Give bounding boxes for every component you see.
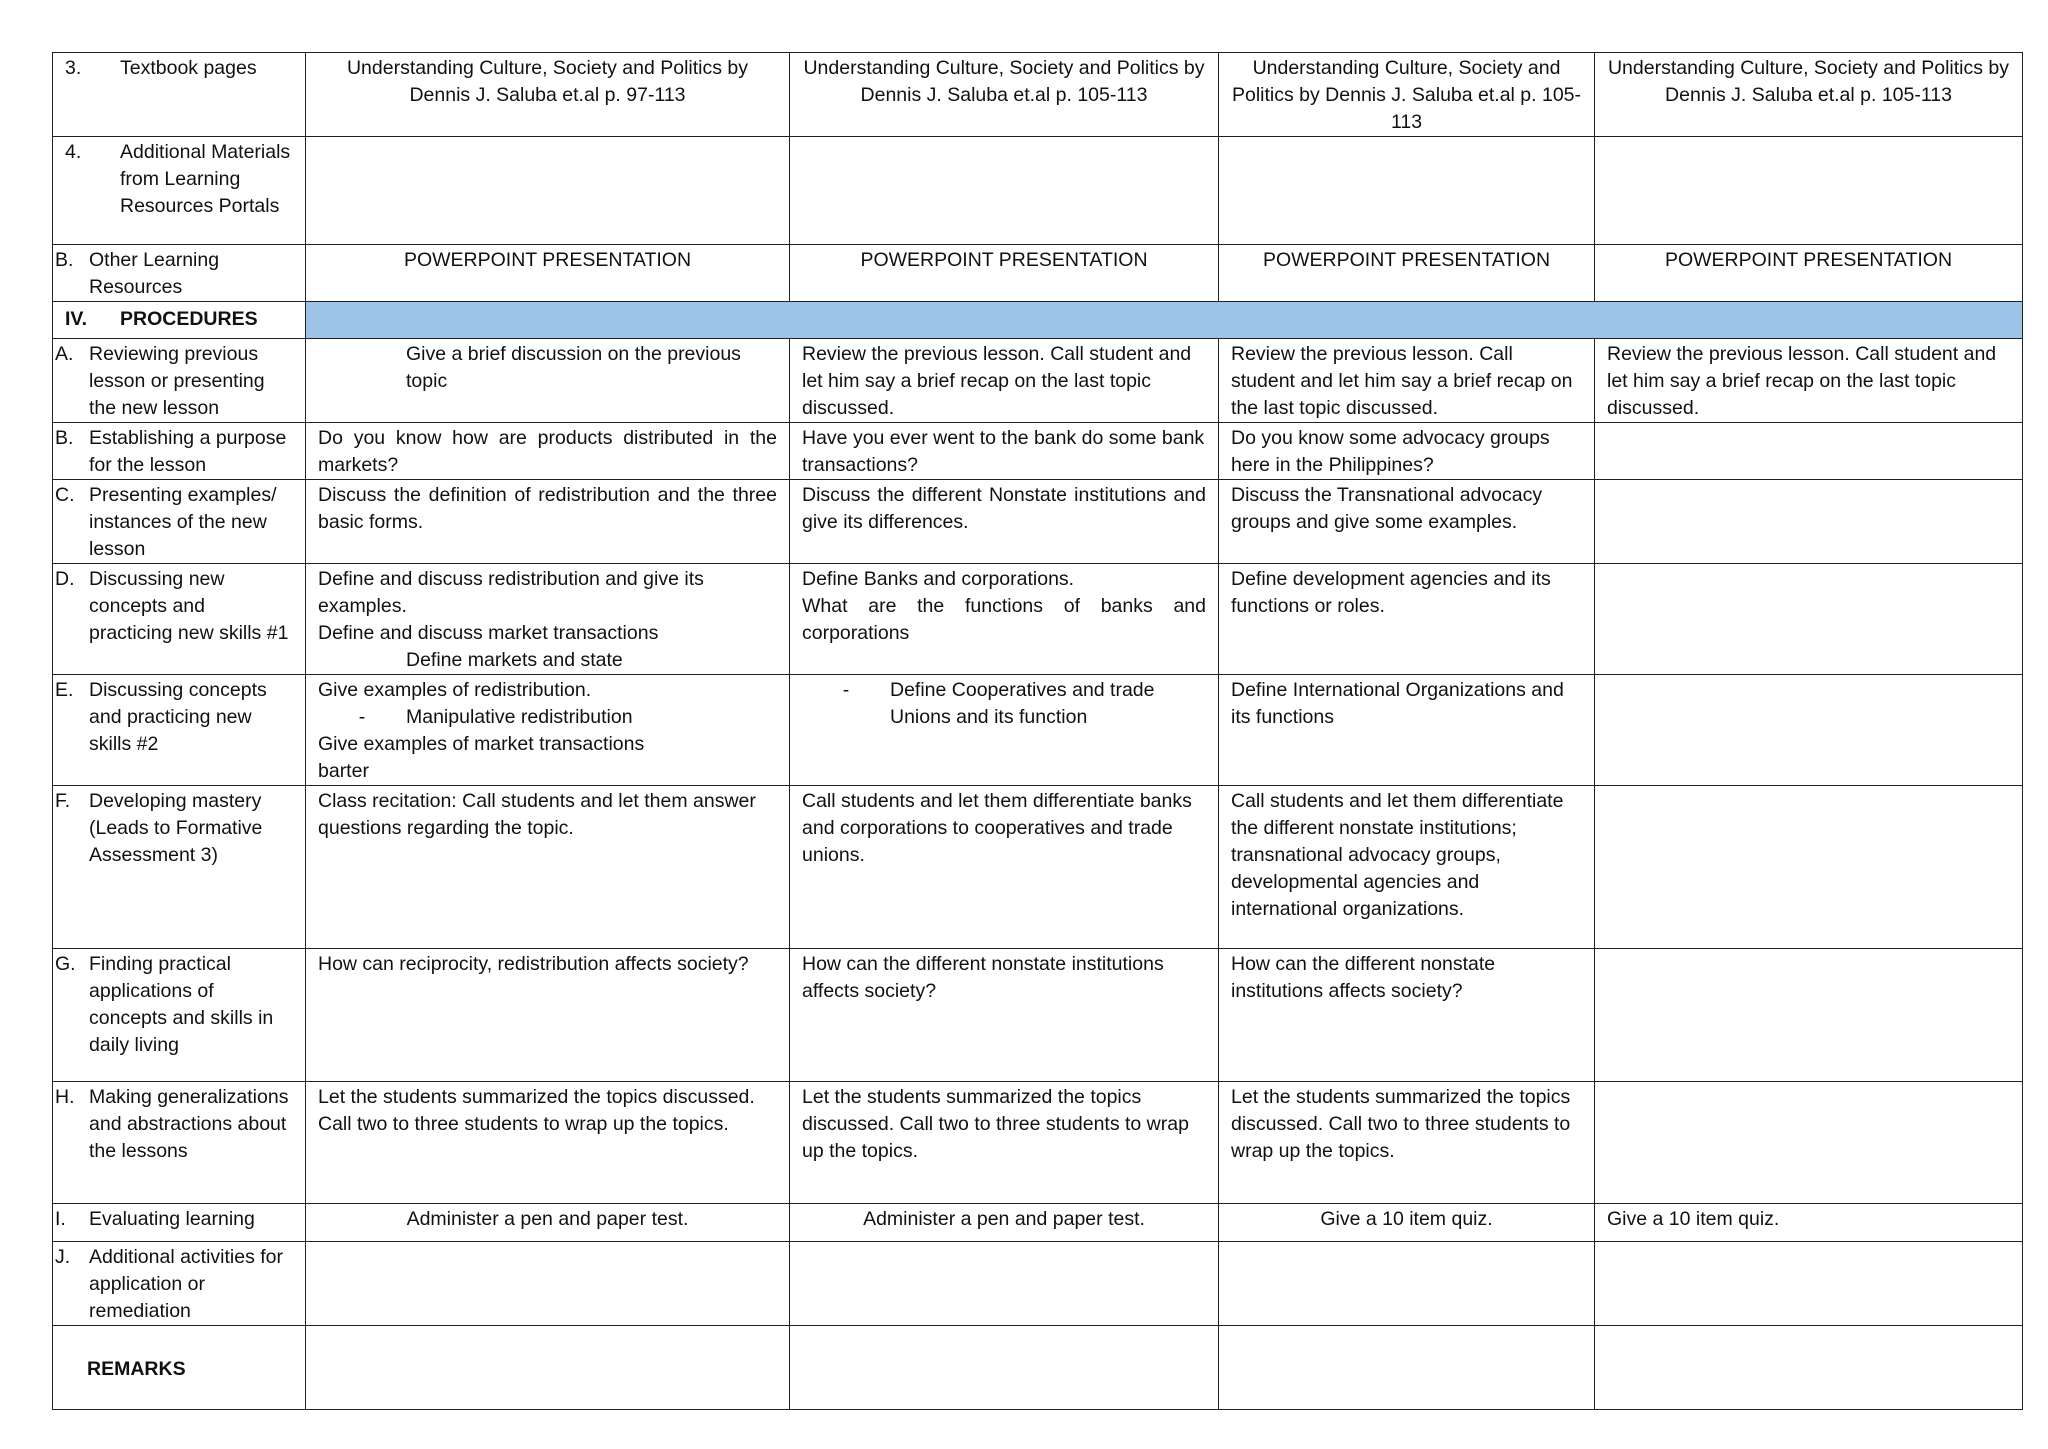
item-label: Evaluating learning bbox=[89, 1208, 255, 1230]
row-label bbox=[53, 53, 306, 137]
item-letter: A. bbox=[55, 343, 74, 365]
row-developing-mastery bbox=[53, 786, 2023, 949]
row-textbook-pages bbox=[53, 53, 2023, 137]
item-letter: B. bbox=[55, 427, 74, 449]
row-label bbox=[53, 949, 306, 1082]
row-discussing-new-concepts-1 bbox=[53, 564, 2023, 675]
cell-line: barter bbox=[318, 760, 369, 782]
bullet-item bbox=[318, 704, 777, 731]
item-label: Additional Materials from Learning Resources Portals bbox=[120, 141, 291, 217]
cell-day1: How can reciprocity, redistribution affects society? bbox=[306, 949, 790, 1082]
row-establishing-purpose bbox=[53, 423, 2023, 480]
bullet-text: Define Cooperatives and trade Unions and its function bbox=[890, 679, 1155, 728]
cell-day1: Discuss the definition of redistribution and the three basic forms. bbox=[306, 480, 790, 564]
row-label bbox=[53, 1326, 306, 1410]
item-letter: J. bbox=[55, 1246, 71, 1268]
cell-day1: Administer a pen and paper test. bbox=[306, 1204, 790, 1242]
row-label bbox=[53, 480, 306, 564]
item-label: Presenting examples/ instances of the new lesson bbox=[89, 484, 277, 560]
row-discussing-concepts-2 bbox=[53, 675, 2023, 786]
row-evaluating-learning bbox=[53, 1204, 2023, 1242]
row-additional-activities bbox=[53, 1242, 2023, 1326]
cell-day1: Understanding Culture, Society and Politics by Dennis J. Saluba et.al p. 97-113 bbox=[306, 53, 790, 137]
row-label bbox=[53, 245, 306, 302]
cell-line: Define Banks and corporations. bbox=[802, 568, 1075, 590]
cell-day1 bbox=[306, 137, 790, 245]
row-label bbox=[53, 786, 306, 949]
row-label bbox=[53, 339, 306, 423]
cell-day4 bbox=[1595, 1082, 2023, 1204]
item-label: Textbook pages bbox=[120, 57, 257, 79]
row-label bbox=[53, 1082, 306, 1204]
cell-day3: Give a 10 item quiz. bbox=[1219, 1204, 1595, 1242]
cell-day1 bbox=[306, 1242, 790, 1326]
section-number: IV. bbox=[65, 308, 88, 330]
item-label: Discussing concepts and practicing new skills #2 bbox=[89, 679, 267, 755]
cell-day4: Understanding Culture, Society and Politics by Dennis J. Saluba et.al p. 105-113 bbox=[1595, 53, 2023, 137]
cell-text: Give a brief discussion on the previous topic bbox=[406, 343, 741, 392]
cell-day2: Let the students summarized the topics discussed. Call two to three students to wrap up the topics. bbox=[790, 1082, 1219, 1204]
cell-day4 bbox=[1595, 1326, 2023, 1410]
cell-day1 bbox=[306, 339, 790, 423]
row-label bbox=[53, 1204, 306, 1242]
cell-day2: Discuss the different Nonstate institutions and give its differences. bbox=[790, 480, 1219, 564]
cell-day1: Class recitation: Call students and let them answer questions regarding the topic. bbox=[306, 786, 790, 949]
cell-day4 bbox=[1595, 786, 2023, 949]
row-label bbox=[53, 1242, 306, 1326]
cell-line: What are the functions of banks and corporations bbox=[802, 595, 1206, 644]
row-presenting-examples bbox=[53, 480, 2023, 564]
row-additional-materials bbox=[53, 137, 2023, 245]
item-letter: G. bbox=[55, 953, 76, 975]
cell-day3: Let the students summarized the topics discussed. Call two to three students to wrap up the topics. bbox=[1219, 1082, 1595, 1204]
item-letter: B. bbox=[55, 249, 74, 271]
bullet-text: Manipulative redistribution bbox=[406, 706, 633, 728]
cell-day4 bbox=[1595, 564, 2023, 675]
cell-day3 bbox=[1219, 1326, 1595, 1410]
cell-day3: Define International Organizations and its functions bbox=[1219, 675, 1595, 786]
cell-day3 bbox=[1219, 1242, 1595, 1326]
item-label: Discussing new concepts and practicing new skills #1 bbox=[89, 568, 289, 644]
cell-line: Define markets and state bbox=[406, 649, 623, 671]
cell-line: Define and discuss market transactions bbox=[318, 622, 659, 644]
section-title: PROCEDURES bbox=[120, 308, 258, 330]
cell-day3 bbox=[1219, 137, 1595, 245]
cell-day1 bbox=[306, 675, 790, 786]
section-heading bbox=[53, 302, 306, 339]
item-letter: I. bbox=[55, 1208, 66, 1230]
cell-line: Give examples of market transactions bbox=[318, 733, 645, 755]
row-label bbox=[53, 564, 306, 675]
cell-day3: Do you know some advocacy groups here in the Philippines? bbox=[1219, 423, 1595, 480]
item-letter: D. bbox=[55, 568, 75, 590]
dash-bullet: - bbox=[358, 706, 366, 728]
lesson-plan-table bbox=[52, 52, 2023, 1410]
bullet-item bbox=[802, 677, 1206, 731]
row-remarks bbox=[53, 1326, 2023, 1410]
item-label: Establishing a purpose for the lesson bbox=[89, 427, 287, 476]
cell-day2 bbox=[790, 564, 1219, 675]
cell-day4: Give a 10 item quiz. bbox=[1595, 1204, 2023, 1242]
item-number: 4. bbox=[65, 141, 82, 163]
item-label: Other Learning Resources bbox=[89, 249, 220, 298]
cell-day2 bbox=[790, 675, 1219, 786]
cell-day4 bbox=[1595, 137, 2023, 245]
cell-day3: POWERPOINT PRESENTATION bbox=[1219, 245, 1595, 302]
cell-day4 bbox=[1595, 949, 2023, 1082]
cell-day2: Call students and let them differentiate banks and corporations to cooperatives and trade unions. bbox=[790, 786, 1219, 949]
cell-day3: Call students and let them differentiate the different nonstate institutions; transnational advocacy groups, developmental agencies and international organizations. bbox=[1219, 786, 1595, 949]
cell-day2 bbox=[790, 1326, 1219, 1410]
row-label bbox=[53, 675, 306, 786]
cell-day2 bbox=[790, 1242, 1219, 1326]
cell-day4 bbox=[1595, 480, 2023, 564]
item-number: 3. bbox=[65, 57, 82, 79]
cell-day4 bbox=[1595, 423, 2023, 480]
cell-day1 bbox=[306, 1326, 790, 1410]
row-label bbox=[53, 137, 306, 245]
row-making-generalizations bbox=[53, 1082, 2023, 1204]
item-label: Developing mastery (Leads to Formative Assessment 3) bbox=[89, 790, 263, 866]
cell-day3: Discuss the Transnational advocacy groups and give some examples. bbox=[1219, 480, 1595, 564]
cell-day1: Do you know how are products distributed in the markets? bbox=[306, 423, 790, 480]
cell-day4: Review the previous lesson. Call student and let him say a brief recap on the last topic discussed. bbox=[1595, 339, 2023, 423]
row-label bbox=[53, 423, 306, 480]
item-label: Additional activities for application or remediation bbox=[89, 1246, 284, 1322]
row-other-learning-resources bbox=[53, 245, 2023, 302]
cell-day3: Review the previous lesson. Call student and let him say a brief recap on the last topic discussed. bbox=[1219, 339, 1595, 423]
cell-day2 bbox=[790, 137, 1219, 245]
item-letter: F. bbox=[55, 790, 71, 812]
cell-day1: Let the students summarized the topics discussed. Call two to three students to wrap up the topics. bbox=[306, 1082, 790, 1204]
cell-line: Give examples of redistribution. bbox=[318, 679, 592, 701]
item-label: Reviewing previous lesson or presenting the new lesson bbox=[89, 343, 265, 419]
cell-day1 bbox=[306, 564, 790, 675]
row-reviewing-previous-lesson bbox=[53, 339, 2023, 423]
cell-day2: Understanding Culture, Society and Politics by Dennis J. Saluba et.al p. 105-113 bbox=[790, 53, 1219, 137]
cell-day2: POWERPOINT PRESENTATION bbox=[790, 245, 1219, 302]
cell-day2: Have you ever went to the bank do some bank transactions? bbox=[790, 423, 1219, 480]
cell-day4 bbox=[1595, 1242, 2023, 1326]
remarks-label: REMARKS bbox=[87, 1358, 186, 1380]
cell-day2: Review the previous lesson. Call student and let him say a brief recap on the last topic discussed. bbox=[790, 339, 1219, 423]
item-letter: E. bbox=[55, 679, 74, 701]
row-practical-applications bbox=[53, 949, 2023, 1082]
cell-day4 bbox=[1595, 675, 2023, 786]
cell-day4: POWERPOINT PRESENTATION bbox=[1595, 245, 2023, 302]
cell-day2: Administer a pen and paper test. bbox=[790, 1204, 1219, 1242]
cell-day1: POWERPOINT PRESENTATION bbox=[306, 245, 790, 302]
dash-bullet: - bbox=[842, 679, 850, 701]
cell-day3: How can the different nonstate institutions affects society? bbox=[1219, 949, 1595, 1082]
item-letter: H. bbox=[55, 1086, 75, 1108]
item-label: Making generalizations and abstractions about the lessons bbox=[89, 1086, 289, 1162]
cell-line: Define and discuss redistribution and give its examples. bbox=[318, 568, 704, 617]
cell-day3: Understanding Culture, Society and Politics by Dennis J. Saluba et.al p. 105-113 bbox=[1219, 53, 1595, 137]
row-procedures-header bbox=[53, 302, 2023, 339]
cell-day2: How can the different nonstate institutions affects society? bbox=[790, 949, 1219, 1082]
item-label: Finding practical applications of concepts and skills in daily living bbox=[89, 953, 274, 1056]
item-letter: C. bbox=[55, 484, 75, 506]
section-band bbox=[306, 302, 2023, 339]
cell-day3: Define development agencies and its functions or roles. bbox=[1219, 564, 1595, 675]
